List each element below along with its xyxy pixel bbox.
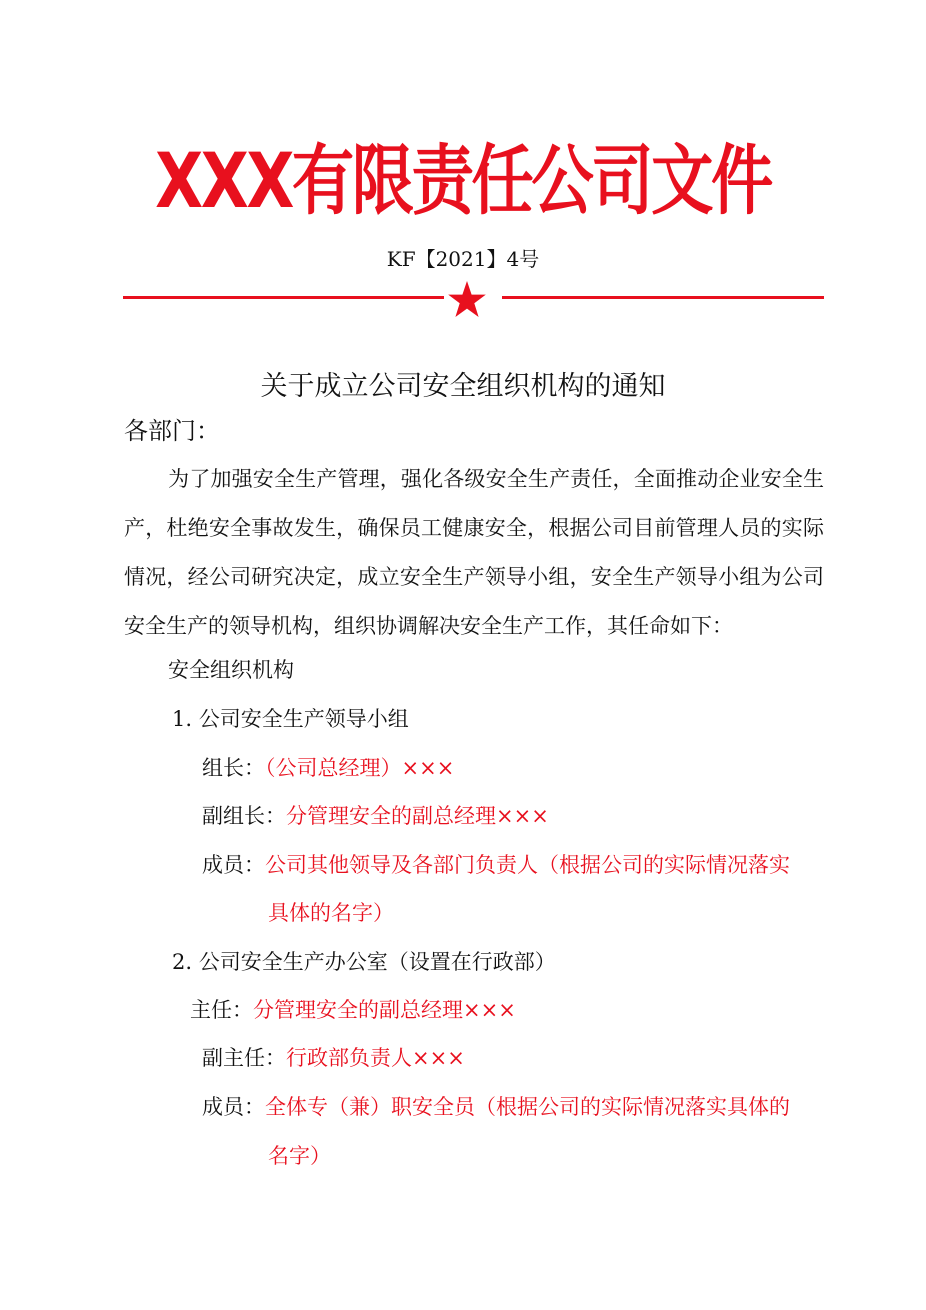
- group-1-members-cont: 具体的名字）: [268, 901, 394, 925]
- group-1-members: [202, 852, 790, 878]
- members-value: 公司其他领导及各部门负责人（根据公司的实际情况落实: [265, 853, 790, 877]
- notice-title: 关于成立公司安全组织机构的通知: [260, 371, 666, 402]
- body-paragraph: [124, 455, 824, 651]
- section-heading: 安全组织机构: [168, 658, 294, 682]
- deputy-value: 分管理安全的副总经理×××: [286, 804, 549, 828]
- header-rule-left: [123, 296, 444, 299]
- salutation: 各部门：: [124, 417, 220, 445]
- members-label: 成员：: [202, 1095, 265, 1119]
- group-2-heading: 2. 公司安全生产办公室（设置在行政部）: [172, 950, 556, 974]
- company-file-title: XXX有限责任公司文件: [155, 136, 771, 225]
- deputy-label: 副组长：: [202, 804, 286, 828]
- deputy-value: 行政部负责人×××: [286, 1046, 465, 1070]
- leader-value: （公司总经理）×××: [265, 756, 455, 780]
- header-rule-right: [502, 296, 824, 299]
- star-icon: [446, 279, 488, 321]
- group-2-members-cont: 名字）: [268, 1144, 331, 1168]
- leader-label: 主任：: [190, 998, 253, 1022]
- leader-label: 组长：: [202, 756, 265, 780]
- group-1-heading: 1. 公司安全生产领导小组: [172, 707, 409, 731]
- deputy-label: 副主任：: [202, 1046, 286, 1070]
- members-value: 全体专（兼）职安全员（根据公司的实际情况落实具体的: [265, 1095, 790, 1119]
- leader-value: 分管理安全的副总经理×××: [253, 998, 516, 1022]
- group-2-leader: [190, 997, 516, 1023]
- group-2-members: [202, 1094, 790, 1120]
- group-1-leader: [202, 755, 454, 781]
- body-text: 为了加强安全生产管理，强化各级安全生产责任，全面推动企业安全生产，杜绝安全事故发生，确保员工健康安全，根据公司目前管理人员的实际情况，经公司研究决定，成立安全生产领导小组，安全生产领导小组为公司安全生产的领导机构，组织协调解决安全生产工作，其任命如下：: [124, 467, 824, 638]
- group-1-deputy: [202, 803, 549, 829]
- members-label: 成员：: [202, 853, 265, 877]
- group-2-deputy: [202, 1045, 465, 1071]
- document-number: KF【2021】4号: [386, 247, 540, 271]
